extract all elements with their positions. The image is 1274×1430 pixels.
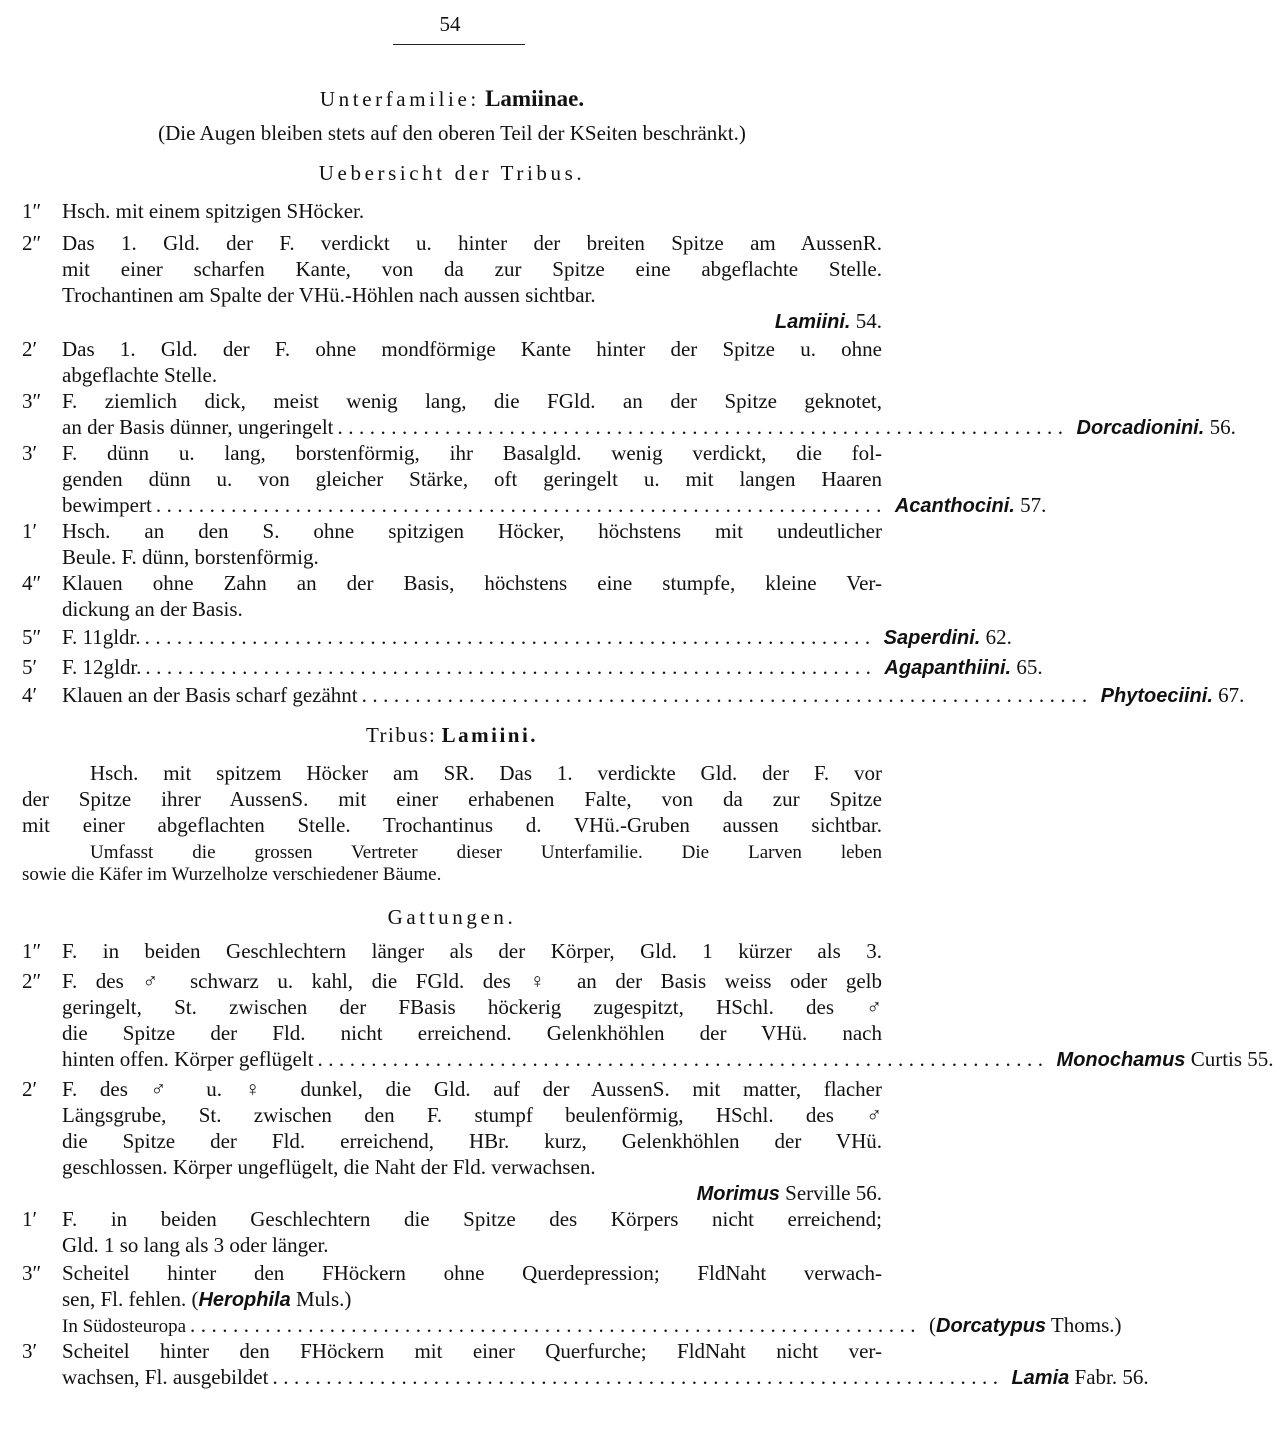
key-line [22, 1154, 882, 1180]
page-ref: 57. [1020, 493, 1047, 517]
key-text: Hsch. an den S. ohne spitzigen Höcker, höchstens mit undeutlicher [62, 519, 882, 543]
key-text: F. des ♂ schwarz u. kahl, die FGld. des ♀ an der Basis weiss oder gelb [62, 969, 882, 993]
genus-entry-4 [22, 1206, 882, 1232]
key-text: F. des ♂ u. ♀ dunkel, die Gld. auf der AussenS. mit matter, flacher [62, 1077, 882, 1101]
key-text: Längsgrube, St. zwischen den F. stumpf beulenförmig, HSchl. des ♂ [62, 1103, 882, 1127]
taxon-name: Dorcatypus [936, 1315, 1047, 1337]
dot-leader: .................................................................... [190, 1313, 922, 1337]
page-ref: 54. [855, 309, 882, 333]
key-number: 1′ [22, 1207, 38, 1231]
dot-leader: .................................................................... [144, 625, 876, 649]
key-entry-1 [22, 198, 882, 224]
taxon-name: Lamia [1011, 1367, 1070, 1389]
key-text: Das 1. Gld. der F. verdickt u. hinter der breiten Spitze am AussenR. [62, 231, 882, 255]
key-number: 1′ [22, 519, 38, 543]
key-text: an der Basis dünner, ungeringelt [62, 415, 334, 439]
genus-entry-5 [22, 1260, 882, 1286]
key-text: F. in beiden Geschlechtern die Spitze des Körpers nicht erreichend; [62, 1207, 882, 1231]
key-line [22, 414, 1236, 440]
author-ref: Thoms.) [1046, 1313, 1122, 1337]
genus-entry-2 [22, 968, 882, 994]
dot-leader: .................................................................... [317, 1047, 1049, 1071]
key-line [22, 1286, 882, 1312]
tribus-description [22, 760, 882, 786]
key-number: 2″ [22, 969, 42, 993]
key-text: geringelt, St. zwischen der FBasis höckerig zugespitzt, HSchl. des ♂ [62, 995, 882, 1019]
key-entry-10 [22, 682, 1245, 708]
key-text: sen, Fl. fehlen. ( [62, 1287, 199, 1311]
taxon-name: Herophila [198, 1289, 291, 1311]
taxon-name: Monochamus [1056, 1049, 1186, 1071]
paren-open: ( [929, 1313, 937, 1337]
key-text: F. 11gldr. [62, 625, 141, 649]
tribus-heading [22, 722, 882, 748]
key-text: F. 12gldr. [62, 655, 142, 679]
genus-entry-1 [22, 938, 882, 964]
key-entry-3 [22, 336, 882, 362]
dot-leader: .................................................................... [337, 415, 1069, 439]
taxon-name: Saperdini. [883, 627, 981, 649]
key-line [22, 362, 882, 388]
key-text: die Spitze der Fld. erreichend, HBr. kurz, Gelenkhöhlen der VHü. [62, 1129, 882, 1153]
genus-entry-3 [22, 1076, 882, 1102]
key-line [22, 492, 1047, 518]
key-entry-8 [22, 624, 1012, 650]
key-text: Scheitel hinter den FHöckern mit einer Querfurche; FldNaht nicht ver- [62, 1339, 882, 1363]
key-entry-5 [22, 440, 882, 466]
taxon-name: Morimus [696, 1183, 780, 1205]
key-line [22, 1232, 882, 1258]
key-number: 1″ [22, 939, 42, 963]
key-entry-9 [22, 654, 1043, 680]
subfamily-prefix: Unterfamilie: [319, 87, 480, 111]
key-text: bewimpert [62, 493, 152, 517]
key-text: F. ziemlich dick, meist wenig lang, die FGld. an der Spitze geknotet, [62, 389, 882, 413]
header-rule [393, 44, 525, 45]
key-number: 5′ [22, 655, 38, 679]
page-ref: 67. [1218, 683, 1245, 707]
key-line [22, 1364, 1149, 1390]
genera-title: Gattungen. [387, 905, 517, 929]
desc-line: der Spitze ihrer AussenS. mit einer erhabenen Falte, von da zur Spitze [22, 787, 882, 811]
dot-leader: .................................................................... [155, 493, 887, 517]
key-entry-6 [22, 518, 882, 544]
taxon-name: Acanthocini. [894, 495, 1015, 517]
key-text: die Spitze der Fld. nicht erreichend. Gelenkhöhlen der VHü. nach [62, 1021, 882, 1045]
key-number: 3″ [22, 389, 42, 413]
subfamily-note: (Die Augen bleiben stets auf den oberen Teil der KSeiten beschränkt.) [158, 121, 746, 145]
key-text: F. in beiden Geschlechtern länger als der Körper, Gld. 1 kürzer als 3. [62, 939, 882, 963]
key-text: F. dünn u. lang, borstenförmig, ihr Basalgld. wenig verdickt, die fol- [62, 441, 882, 465]
key-number: 2′ [22, 337, 38, 361]
key-entry-2 [22, 230, 882, 256]
key-text: Scheitel hinter den FHöckern ohne Querdepression; FldNaht verwach- [62, 1261, 882, 1285]
page-ref: 62. [985, 625, 1012, 649]
author-ref: Curtis 55. [1190, 1047, 1274, 1071]
key-line [22, 1128, 882, 1154]
desc-line: Umfasst die grossen Vertreter dieser Unterfamilie. Die Larven leben [90, 842, 882, 863]
desc-line: sowie die Käfer im Wurzelholze verschiedener Bäume. [22, 864, 442, 885]
key-number: 4″ [22, 571, 42, 595]
genus-entry-6 [22, 1338, 882, 1364]
key-text: Gld. 1 so lang als 3 oder länger. [62, 1233, 329, 1257]
dot-leader: .................................................................... [272, 1365, 1004, 1389]
key-text: Trochantinen am Spalte der VHü.-Höhlen nach aussen sichtbar. [62, 283, 596, 307]
key-line [22, 1312, 1122, 1338]
key-number: 3′ [22, 441, 38, 465]
key-text: Klauen ohne Zahn an der Basis, höchstens eine stumpfe, kleine Ver- [62, 571, 882, 595]
subfamily-heading [22, 86, 882, 112]
key-text: hinten offen. Körper geflügelt [62, 1047, 314, 1071]
key-line [22, 1020, 882, 1046]
taxon-name: Dorcadionini. [1076, 417, 1205, 439]
dot-leader: .................................................................... [145, 655, 877, 679]
key-entry-7 [22, 570, 882, 596]
key-text: Das 1. Gld. der F. ohne mondförmige Kante hinter der Spitze u. ohne [62, 337, 882, 361]
key-entry-4 [22, 388, 882, 414]
dot-leader: .................................................................... [361, 683, 1093, 707]
key-result [22, 308, 882, 334]
taxon-name: Agapanthiini. [884, 657, 1012, 679]
taxon-name: Lamiini. [774, 311, 851, 333]
author-ref: Fabr. 56. [1074, 1365, 1149, 1389]
tribus-name: Lamiini. [441, 723, 539, 747]
key-text: wachsen, Fl. ausgebildet [62, 1365, 269, 1389]
key-number: 3′ [22, 1339, 38, 1363]
key-text: abgeflachte Stelle. [62, 363, 218, 387]
key-number: 3″ [22, 1261, 42, 1285]
desc-line: mit einer abgeflachten Stelle. Trochantinus d. VHü.-Gruben aussen sichtbar. [22, 813, 882, 837]
key-number: 1″ [22, 199, 42, 223]
author-ref: Muls.) [290, 1287, 352, 1311]
subfamily-name: Lamiinae. [485, 86, 585, 111]
key-line [22, 466, 882, 492]
page-number: 54 [439, 12, 461, 36]
key-number: 2″ [22, 231, 42, 255]
key-number: 2′ [22, 1077, 38, 1101]
page-ref: 65. [1016, 655, 1043, 679]
key-text: mit einer scharfen Kante, von da zur Spitze eine abgeflachte Stelle. [62, 257, 882, 281]
key-text: Klauen an der Basis scharf gezähnt [62, 683, 358, 707]
tribus-prefix: Tribus: [365, 723, 437, 747]
key-text: In Südosteuropa [62, 1316, 187, 1337]
author-ref: Serville 56. [785, 1181, 882, 1205]
key-text: genden dünn u. von gleicher Stärke, oft geringelt u. mit langen Haaren [62, 467, 882, 491]
key-line [22, 1046, 1274, 1072]
desc-line: Hsch. mit spitzem Höcker am SR. Das 1. verdickte Gld. der F. vor [90, 761, 882, 785]
overview-title: Uebersicht der Tribus. [318, 161, 586, 185]
key-text: Hsch. mit einem spitzigen SHöcker. [62, 199, 365, 223]
taxon-name: Phytoeciini. [1100, 685, 1213, 707]
key-text: Beule. F. dünn, borstenförmig. [62, 545, 319, 569]
key-result [22, 1180, 882, 1206]
key-text: geschlossen. Körper ungeflügelt, die Naht der Fld. verwachsen. [62, 1155, 596, 1179]
key-line [22, 1102, 882, 1128]
key-number: 4′ [22, 683, 38, 707]
key-number: 5″ [22, 625, 42, 649]
key-line [22, 282, 882, 308]
key-line [22, 596, 882, 622]
key-text: dickung an der Basis. [62, 597, 243, 621]
page-ref: 56. [1209, 415, 1236, 439]
key-line [22, 256, 882, 282]
key-line [22, 994, 882, 1020]
key-line [22, 544, 882, 570]
